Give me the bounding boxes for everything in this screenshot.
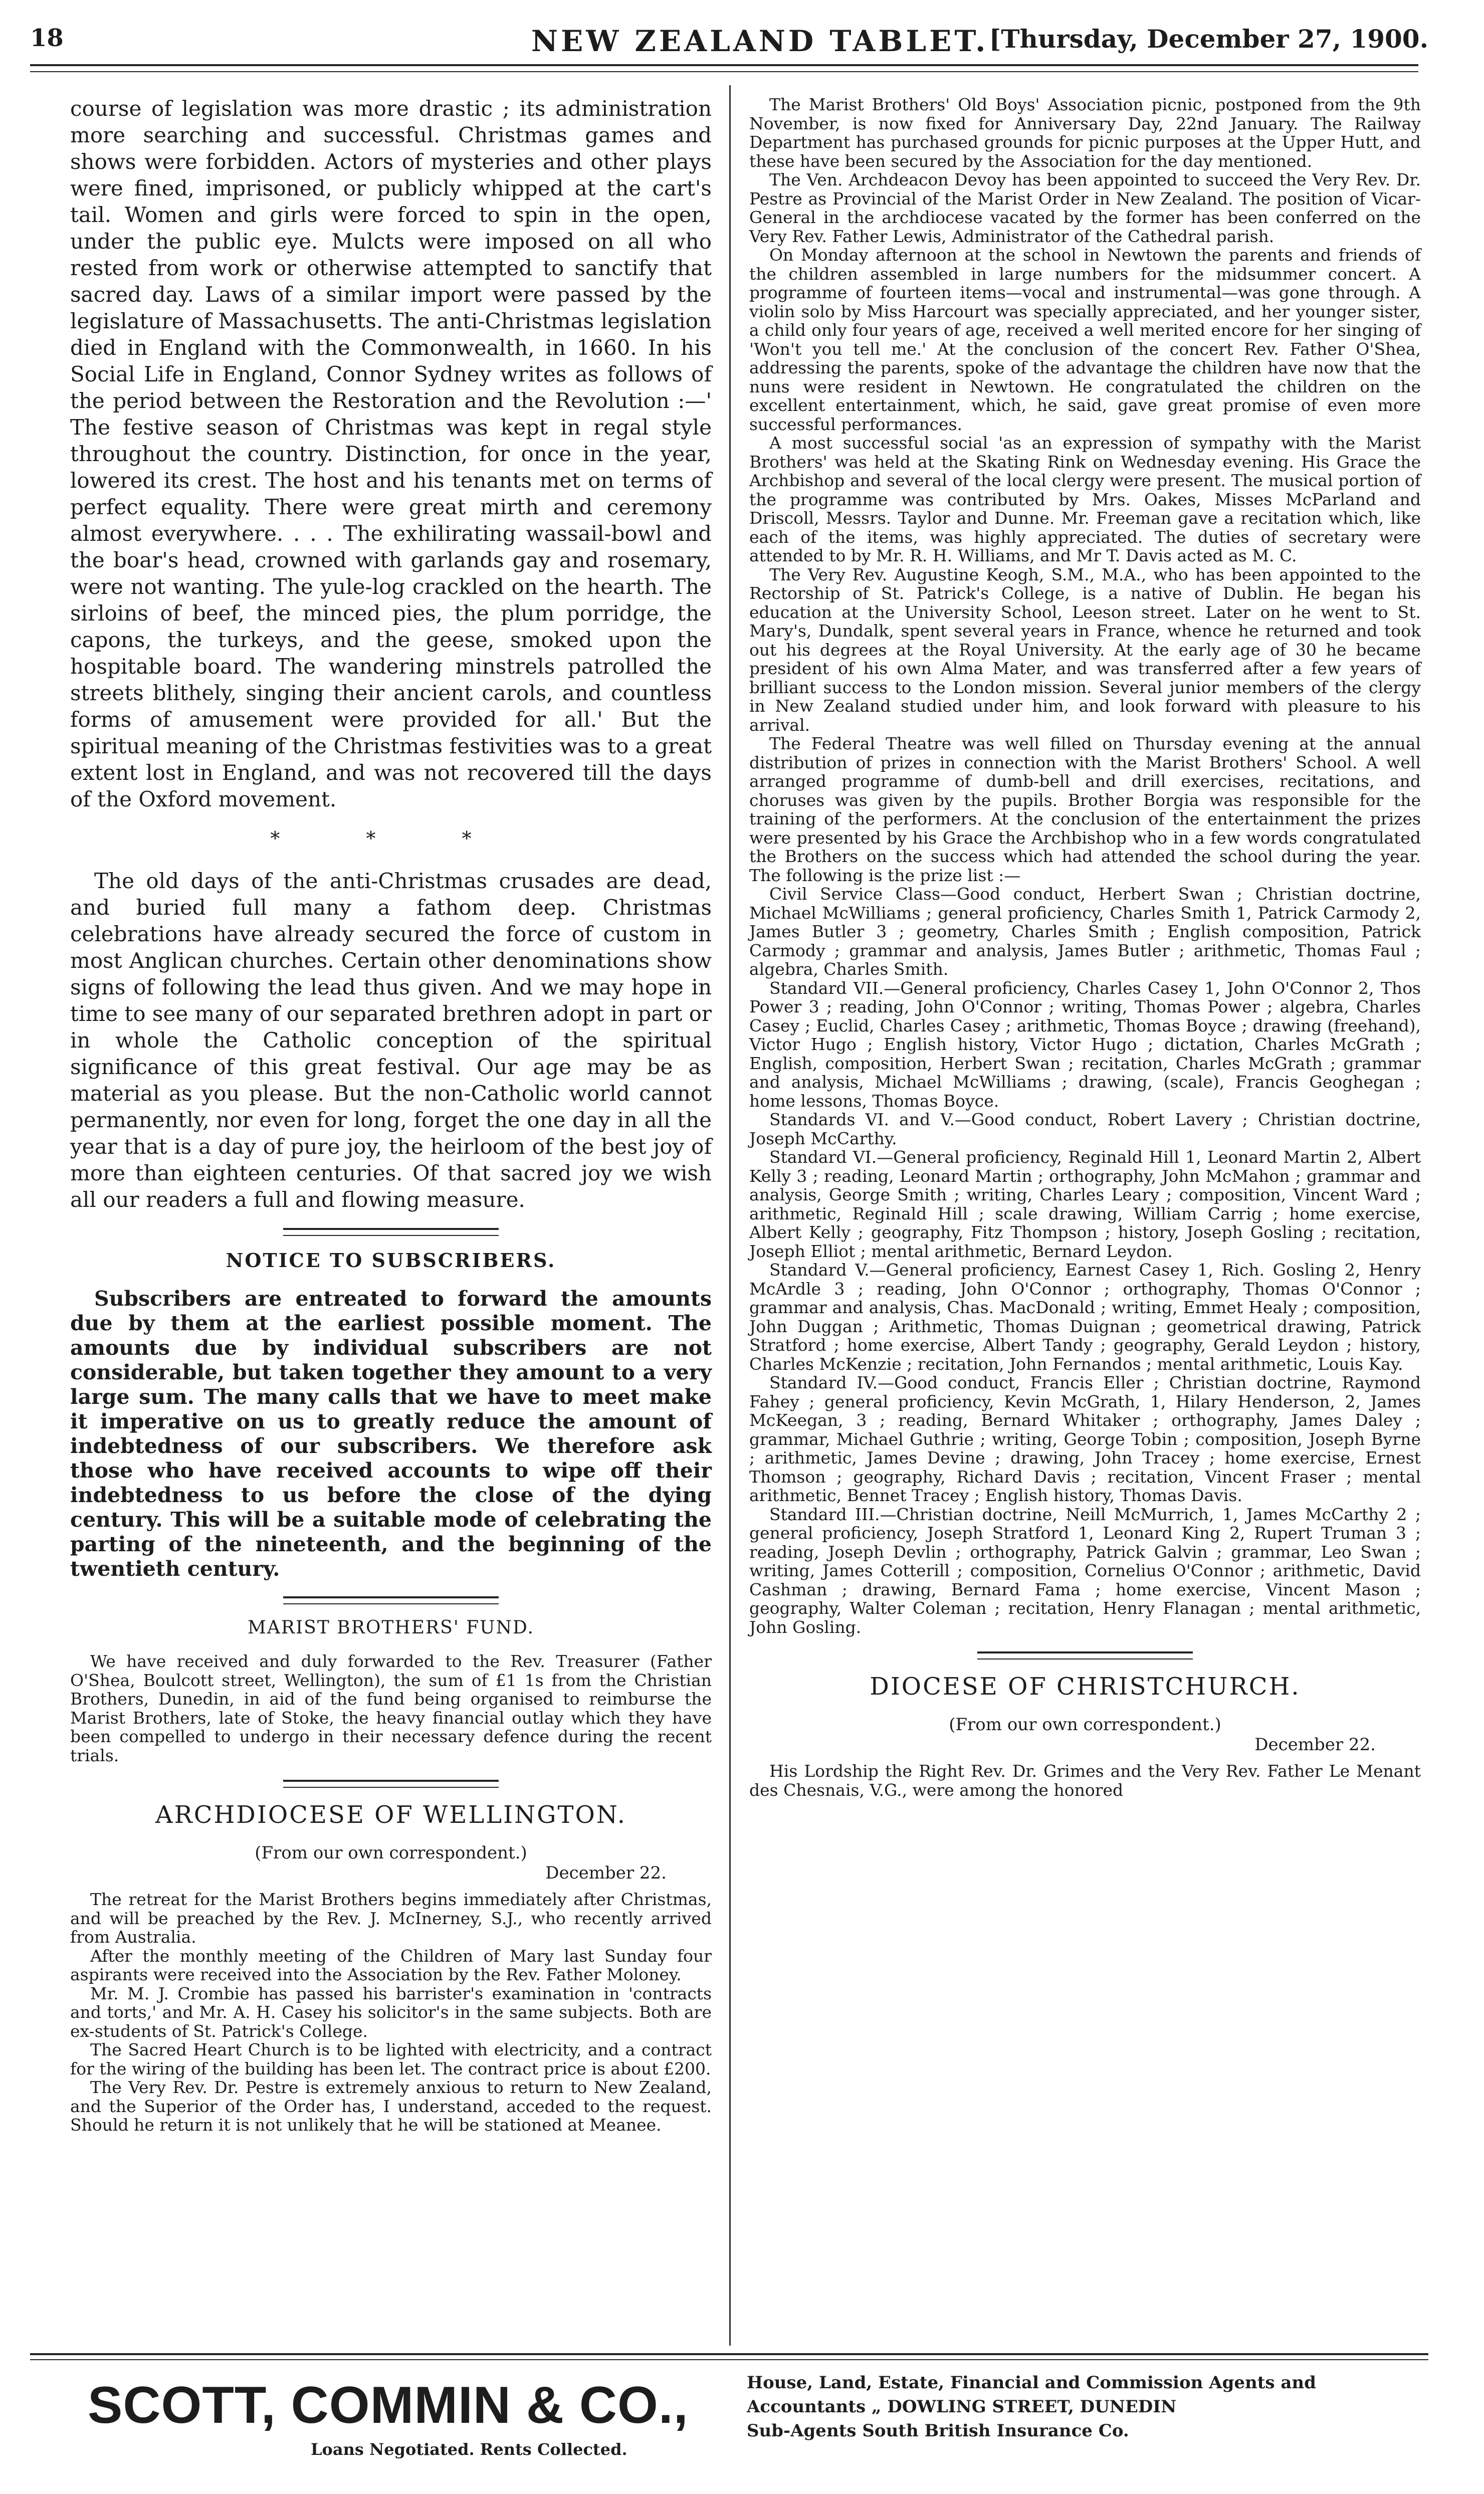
- footer-rule: [30, 2353, 1428, 2360]
- prize-list-item: Standards VI. and V.—Good conduct, Robert Lavery ; Christian doctrine, Joseph McCarthy.: [749, 1110, 1421, 1148]
- prize-list-item: Standard III.—Christian doctrine, Neill McMurrich, 1, James McCarthy 2 ; general proficiency, Joseph Stratford 1, Leonard King 2, Rupert Truman 3 ; reading, Joseph Devlin ; orthography, Patrick Galvin ; grammar, Leo Swan ; writing, James Cotterill ; composition, Cornelius O'Connor ; arithmetic, David Cashman ; drawing, Bernard Fama ; home exercise, Vincent Mason ; geography, Walter Coleman ; recitation, Henry Flanagan ; mental arithmetic, John Gosling.: [749, 1504, 1421, 1637]
- section-stars: * * *: [270, 827, 512, 850]
- page-header: [30, 24, 1428, 84]
- section-rule: [283, 1228, 499, 1236]
- christchurch-heading: DIOCESE OF CHRISTCHURCH.: [870, 1673, 1301, 1701]
- advertisement-footer: [30, 2371, 1428, 2471]
- news-paragraph: Mr. M. J. Crombie has passed his barrister's examination in 'contracts and torts,' and Mr. A. H. Casey his solicitor's in the same subjects. Both are ex-students of St. Patrick's College.: [70, 1983, 712, 2041]
- firm-details-line: Sub-Agents South British Insurance Co.: [747, 2421, 1129, 2441]
- news-paragraph: His Lordship the Right Rev. Dr. Grimes and the Very Rev. Father Le Menant des Chesnais, V.G., were among the honored: [749, 1761, 1421, 1800]
- issue-date: [Thursday, December 27, 1900.: [989, 24, 1428, 54]
- publication-title: NEW ZEALAND TABLET.: [531, 24, 989, 58]
- news-paragraph: On Monday afternoon at the school in Newtown the parents and friends of the children assembled in large numbers for the midsummer concert. A programme of fourteen items—vocal and instrumental—was gone through. A violin solo by Miss Harcourt was specially appreciated, and her younger sister, a child only four years of age, received a well merited encore for her singing of 'Won't you tell me.' At the conclusion of the concert Rev. Father O'Shea, addressing the parents, spoke of the advantage the children have now that the nuns were resident in Newtown. He congratulated the children on the excellent entertainment, which, he said, gave great promise of even more successful performances.: [749, 245, 1421, 434]
- wellington-heading: ARCHDIOCESE OF WELLINGTON.: [155, 1801, 627, 1829]
- fund-text: We have received and duly forwarded to the Rev. Treasurer (Father O'Shea, Boulcott street, Wellington), the sum of £1 1s from the Christian Brothers, Dunedin, in aid of the fund being organised to reimburse the Marist Brothers, late of Stoke, the heavy financial outlay which they have been compelled to undergo in their necessary defence during the recent trials.: [70, 1651, 712, 1765]
- news-paragraph: The Very Rev. Augustine Keogh, S.M., M.A., who has been appointed to the Rectorship of St. Patrick's College, is a native of Dublin. He began his education at the University School, Leeson street. Later on he went to St. Mary's, Dundalk, spent several years in France, whence he returned and took out his degrees at the Royal University. At the early age of 30 he became president of his own Alma Mater, and was transferred after a few years of brilliant success to the London mission. Several junior members of the clergy in New Zealand studied under him, and look forward with pleasure to his arrival.: [749, 564, 1421, 735]
- firm-details-line: Accountants „ DOWLING STREET, DUNEDIN: [747, 2397, 1177, 2417]
- news-paragraph: The Sacred Heart Church is to be lighted with electricity, and a contract for the wiring of the building has been let. The contract price is about £200.: [70, 2040, 712, 2079]
- news-paragraph: The Very Rev. Dr. Pestre is extremely anxious to return to New Zealand, and the Superior of the Order has, I understand, acceded to the request. Should he return it is not unlikely that he will be stationed at Meanee.: [70, 2077, 712, 2135]
- firm-name: SCOTT, COMMIN & CO.,: [88, 2376, 689, 2434]
- left-column: [70, 95, 712, 2135]
- header-rule: [30, 64, 1418, 72]
- prize-list-item: Standard VII.—General proficiency, Charles Casey 1, John O'Connor 2, Thos Power 3 ; reading, John O'Connor ; writing, Thomas Power ; algebra, Charles Casey ; Euclid, Charles Casey ; arithmetic, Thomas Boyce ; drawing (freehand), Victor Hugo ; English history, Victor Hugo ; dictation, Charles McGrath ; English, composition, Herbert Swan ; recitation, Charles McGrath ; grammar and analysis, Michael McWilliams ; drawing, (scale), Francis Geoghegan ; home lessons, Thomas Boyce.: [749, 978, 1421, 1111]
- christchurch-byline: (From our own correspondent.): [949, 1715, 1221, 1735]
- firm-services: Loans Negotiated. Rents Collected.: [311, 2440, 627, 2459]
- page-number: 18: [30, 24, 64, 52]
- news-paragraph: A most successful social 'as an expression of sympathy with the Marist Brothers' was held at the Skating Rink on Wednesday evening. His Grace the Archbishop and several of the local clergy were present. The musical portion of the programme was contributed by Mrs. Oakes, Misses McParland and Driscoll, Messrs. Taylor and Dunne. Mr. Freeman gave a recitation which, like each of the items, was highly appreciated. The duties of secretary were attended to by Mr. R. H. Williams, and Mr T. Davis acted as M. C.: [749, 433, 1421, 565]
- news-paragraph: The Federal Theatre was well filled on Thursday evening at the annual distribution of prizes in connection with the Marist Brothers' School. A well arranged programme of dumb-bell and drill exercises, recitations, and choruses was given by the pupils. Brother Borgia was responsible for the training of the performers. At the conclusion of the entertainment the prizes were presented by his Grace the Archbishop who in a few words congratulated the Brothers on the success which had attended the school during the year. The following is the prize list :—: [749, 734, 1421, 885]
- firm-details-line: House, Land, Estate, Financial and Commission Agents and: [747, 2373, 1316, 2393]
- news-paragraph: The Marist Brothers' Old Boys' Association picnic, postponed from the 9th November, is now fixed for Anniversary Day, 22nd January. The Railway Department has purchased grounds for picnic purposes at the Upper Hutt, and these have been secured by the Association for the day mentioned.: [749, 95, 1421, 171]
- news-paragraph: The Ven. Archdeacon Devoy has been appointed to succeed the Very Rev. Dr. Pestre as Provincial of the Marist Order in New Zealand. The position of Vicar-General in the archdiocese vacated by the former has been conferred on the Very Rev. Father Lewis, Administrator of the Cathedral parish.: [749, 170, 1421, 246]
- wellington-byline: (From our own correspondent.): [255, 1843, 527, 1863]
- right-column: [749, 95, 1421, 1799]
- firm-details: [747, 2371, 1316, 2443]
- section-rule: [283, 1596, 499, 1604]
- fund-heading: MARIST BROTHERS' FUND.: [247, 1617, 534, 1638]
- christchurch-date: December 22.: [1254, 1735, 1376, 1755]
- notice-heading: NOTICE TO SUBSCRIBERS.: [226, 1249, 556, 1272]
- section-rule: [977, 1651, 1193, 1659]
- prize-list-item: Standard V.—General proficiency, Earnest Casey 1, Rich. Gosling 2, Henry McArdle 3 ; reading, John O'Connor ; orthography, Thomas O'Connor ; grammar and analysis, Chas. MacDonald ; writing, Emmet Healy ; composition, John Duggan ; Arithmetic, Thomas Duignan ; geometrical drawing, Patrick Stratford ; home exercise, Albert Tandy ; geography, Gerald Leydon ; history, Charles McKenzie ; recitation, John Fernandos ; mental arithmetic, Louis Kay.: [749, 1260, 1421, 1374]
- news-paragraph: The retreat for the Marist Brothers begins immediately after Christmas, and will be preached by the Rev. J. McInerney, S.J., who recently arrived from Australia.: [70, 1890, 712, 1947]
- notice-text: Subscribers are entreated to forward the amounts due by them at the earliest possible moment. The amounts due by individual subscribers are not considerable, but taken together they amount to a very large sum. The many calls that we have to meet make it imperative on us to greatly reduce the amount of indebtedness of our subscribers. We therefore ask those who have received accounts to wipe off their indebtedness to us before the close of the dying century. This will be a suitable mode of celebrating the parting of the nineteenth, and the beginning of the twentieth century.: [70, 1287, 712, 1581]
- column-separator: [729, 85, 731, 2346]
- wellington-date: December 22.: [545, 1863, 667, 1883]
- editorial-paragraph: The old days of the anti-Christmas crusades are dead, and buried full many a fathom deep. Christmas celebrations have already secured the force of custom in most Anglican churches. Certain other denominations show signs of following the lead thus given. And we may hope in time to see many of our separated brethren adopt in part or in whole the Catholic conception of the spiritual significance of this great festival. Our age may be as material as you please. But the non-Catholic world cannot permanently, nor even for long, forget the one day in all the year that is a day of pure joy, the heirloom of the best joy of more than eighteen centuries. Of that sacred joy we wish all our readers a full and flowing measure.: [70, 869, 712, 1212]
- editorial-paragraph: course of legislation was more drastic ; its administration more searching and successful. Christmas games and shows were forbidden. Actors of mysteries and other plays were fined, imprisoned, or publicly whipped at the cart's tail. Women and girls were forced to spin in the open, under the public eye. Mulcts were imposed on all who rested from work or otherwise attempted to sanctify that sacred day. Laws of a similar import were passed by the legislature of Massachusetts. The anti-Christmas legislation died in England with the Commonwealth, in 1660. In his Social Life in England, Connor Sydney writes as follows of the period between the Restoration and the Revolution :—' The festive season of Christmas was kept in regal style throughout the country. Distinction, for once in the year, lowered its crest. The host and his tenants met on terms of perfect equality. There were great mirth and ceremony almost everywhere. . . . The exhilirating wassail-bowl and the boar's head, crowned with garlands gay and rosemary, were not wanting. The yule-log crackled on the hearth. The sirloins of beef, the minced pies, the plum porridge, the capons, the turkeys, and the geese, smoked upon the hospitable board. The wandering minstrels patrolled the streets blithely, singing their ancient carols, and countless forms of amusement were provided for all.' But the spiritual meaning of the Christmas festivities was to a great extent lost in England, and was not recovered till the days of the Oxford movement.: [70, 96, 712, 811]
- prize-list-item: Standard VI.—General proficiency, Reginald Hill 1, Leonard Martin 2, Albert Kelly 3 ; reading, Leonard Martin ; orthography, John McMahon ; grammar and analysis, George Smith ; writing, Charles Leary ; composition, Vincent Ward ; arithmetic, Reginald Hill ; scale drawing, William Carrig ; home exercise, Albert Kelly ; geography, Fitz Thompson ; history, Joseph Gosling ; recitation, Joseph Elliot ; mental arithmetic, Bernard Leydon.: [749, 1147, 1421, 1261]
- news-paragraph: After the monthly meeting of the Children of Mary last Sunday four aspirants were received into the Association by the Rev. Father Moloney.: [70, 1946, 712, 1984]
- prize-list-item: Civil Service Class—Good conduct, Herbert Swan ; Christian doctrine, Michael McWilliams ; general proficiency, Charles Smith 1, Patrick Carmody 2, James Butler 3 ; geometry, Charles Smith ; English composition, Patrick Carmody ; grammar and analysis, James Butler ; arithmetic, Thomas Faul ; algebra, Charles Smith.: [749, 884, 1421, 979]
- section-rule: [283, 1780, 499, 1788]
- prize-list-item: Standard IV.—Good conduct, Francis Eller ; Christian doctrine, Raymond Fahey ; general proficiency, Kevin McGrath, 1, Hilary Henderson, 2, James McKeegan, 3 ; reading, Bernard Whitaker ; orthography, James Daley ; grammar, Michael Guthrie ; writing, George Tobin ; composition, Joseph Byrne ; arithmetic, James Devine ; drawing, John Tracey ; home exercise, Ernest Thomson ; geography, Richard Davis ; recitation, Vincent Fraser ; mental arithmetic, Bennet Tracey ; English history, Thomas Davis.: [749, 1373, 1421, 1505]
